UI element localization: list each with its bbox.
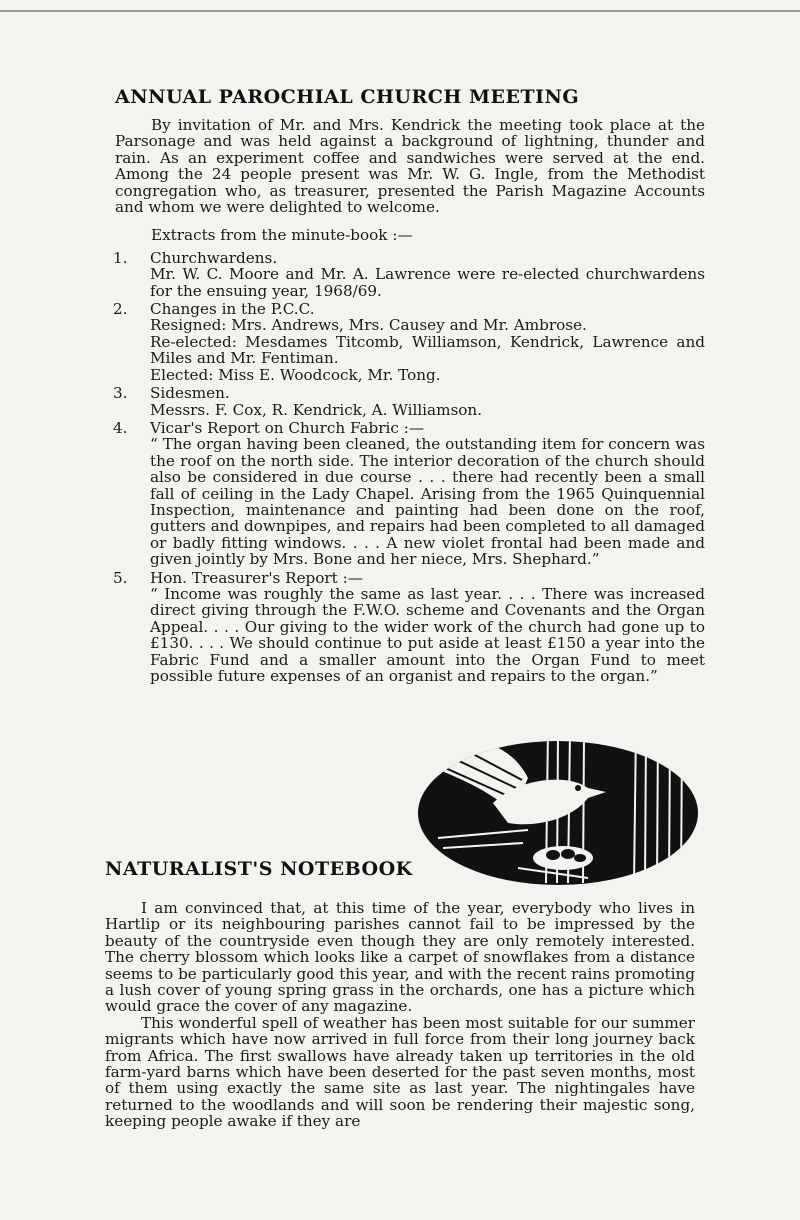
item-text: Re-elected: Mesdames Titcomb, Williamson, Kendrick, Lawrence and Miles and Mr. Fentiman. [150, 332, 705, 368]
section-title: NATURALIST'S NOTEBOOK [105, 858, 413, 880]
minute-item: 3. Sidesmen. Messrs. F. Cox, R. Kendrick, A. Williamson. [115, 385, 705, 418]
item-heading: Hon. Treasurer's Report :— [150, 568, 363, 587]
minute-item: 2. Changes in the P.C.C. Resigned: Mrs. Andrews, Mrs. Causey and Mr. Ambrose. Re-elected: Mesdames Titcomb, Williamson, Kendrick, Lawrence and Miles and Mr. Fentiman. Elected: Miss E. Woodcock, Mr. Tong. [113, 300, 705, 384]
naturalist-paragraph: I am convinced that, at this time of the year, everybody who lives in Hartlip or its neighbouring parishes cannot fail to be impressed by the beauty of the countryside even though they are only remotely interested. The cherry blossom which looks like a carpet of snowflakes from a distance seems to be particularly good this year, and with the recent rains promoting a lush cover of young spring grass in the orchards, one has a picture which would grace the cover of any magazine. [105, 899, 695, 1016]
item-heading: Sidesmen. [150, 384, 230, 403]
minute-items [115, 250, 705, 685]
item-heading: Changes in the P.C.C. [150, 300, 315, 319]
naturalist-section [105, 858, 695, 880]
item-text: Messrs. F. Cox, R. Kendrick, A. Williamson. [150, 400, 483, 419]
minute-item: 5. Hon. Treasurer's Report :— “ Income was roughly the same as last year. . . . There was increased direct giving through the F.W.O. scheme and Covenants and the Organ Appeal. . . . Our giving to the wider work of the church had gone up to £130. . . . We should continue to put aside at least £150 a year into the Fabric Fund and a smaller amount into the Organ Fund to meet possible future expenses of an organist and repairs to the organ.” [113, 568, 705, 685]
item-text: “ The organ having been cleaned, the outstanding item for concern was the roof on the north side. The interior decoration of the church should also be considered in due course . . . there had recently been a small fall of ceiling in the Lady Chapel. Arising from the 1965 Quinquennial Inspection, maintenance and painting had been done on the roof, gutters and downpipes, and repairs had been completed to all damaged or badly fitting windows. . . . A new violet frontal had been made and given jointly by Mrs. Bone and her niece, Mrs. Shephard.” [150, 435, 705, 569]
item-heading: Vicar's Report on Church Fabric :— [150, 418, 425, 437]
naturalist-paragraph: This wonderful spell of weather has been most suitable for our summer migrants which have now arrived in full force from their long journey back from Africa. The first swallows have already taken up territories in the old farm-yard barns which have been deserted for the past seven months, most of them using exactly the same site as last year. The nightingales have returned to the woodlands and will soon be rendering their majestic song, keeping people awake if they are [105, 1013, 695, 1131]
item-text: Elected: Miss E. Woodcock, Mr. Tong. [150, 365, 441, 384]
item-text: Resigned: Mrs. Andrews, Mrs. Causey and Mr. Ambrose. [150, 316, 587, 335]
item-heading: Churchwardens. [150, 248, 278, 267]
page-top-edge [0, 10, 800, 12]
section-title: ANNUAL PAROCHIAL CHURCH MEETING [115, 86, 580, 108]
minute-item: 1. Churchwardens. Mr. W. C. Moore and Mr. A. Lawrence were re-elected churchwardens for the ensuing year, 1968/69. [113, 248, 705, 300]
item-text: “ Income was roughly the same as last year. . . . There was increased direct giving through the F.W.O. scheme and Covenants and the Organ Appeal. . . . Our giving to the wider work of the church had gone up to £130. . . . We should continue to put aside at least £150 a year into the Fabric Fund and a smaller amount into the Organ Fund to meet possible future expenses of an organist and repairs to the organ.” [150, 584, 705, 685]
item-text: Mr. W. C. Moore and Mr. A. Lawrence were re-elected churchwardens for the ensuing year, 1968/69. [150, 265, 705, 300]
meeting-intro: By invitation of Mr. and Mrs. Kendrick the meeting took place at the Parsonage and was held against a background of lightning, thunder and rain. As an experiment coffee and sandwiches were served at the end. Among the 24 people present was Mr. W. G. Ingle, from the Methodist congregation who, as treasurer, presented the Parish Magazine Accounts and whom we were delighted to welcome. [115, 116, 705, 217]
parochial-meeting-section [115, 86, 705, 684]
naturalist-body [105, 900, 695, 1130]
minute-item: 4. Vicar's Report on Church Fabric :— “ The organ having been cleaned, the outstanding item for concern was the roof on the north side. The interior decoration of the church should also be considered in due course . . . there had recently been a small fall of ceiling in the Lady Chapel. Arising from the 1965 Quinquennial Inspection, maintenance and painting had been done on the roof, gutters and downpipes, and repairs had been completed to all damaged or badly fitting windows. . . . A new violet frontal had been made and given jointly by Mrs. Bone and her niece, Mrs. Shephard.” [113, 418, 705, 569]
extracts-label: Extracts from the minute-book :— [151, 226, 413, 245]
